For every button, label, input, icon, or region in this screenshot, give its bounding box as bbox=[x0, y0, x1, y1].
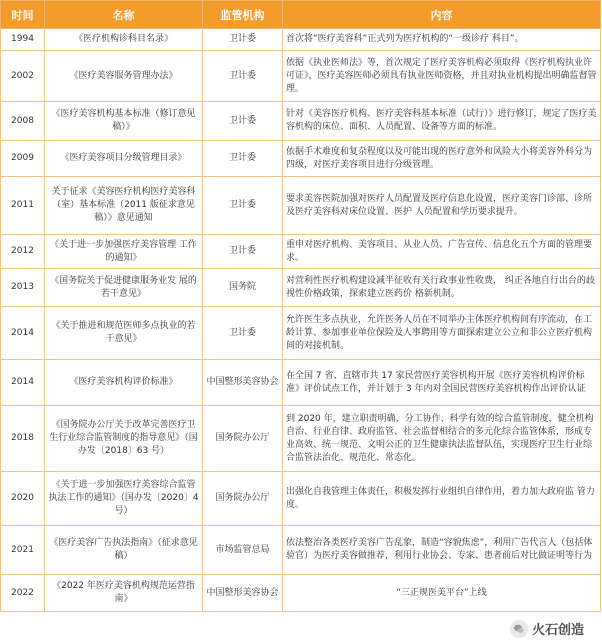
cell-content: “三正规医美平台”上线 bbox=[283, 575, 601, 612]
table-row bbox=[1, 235, 601, 269]
cell-agency: 中国整形美容协会 bbox=[203, 360, 283, 406]
cell-content: 首次将“医疗美容科”正式列为医疗机构的“一级诊疗 科目”。 bbox=[283, 29, 601, 51]
cell-agency: 卫计委 bbox=[203, 102, 283, 141]
cell-year: 2009 bbox=[1, 141, 45, 177]
cell-content: 对营利性医疗机构建设减半征收有关行政事业性收费， 纠正各地自行出台的歧视性价格政策，探索建立医药价 格新机制。 bbox=[283, 269, 601, 307]
cell-name: 《医疗美容广告执法指南》（征求意见稿） bbox=[45, 526, 203, 575]
table-row bbox=[1, 472, 601, 526]
cell-agency: 国务院办公厅 bbox=[203, 406, 283, 472]
cell-name: 《医疗机构诊科目名录》 bbox=[45, 29, 203, 51]
cell-name: 《关于推进和规范医师多点执业的若干意见》 bbox=[45, 307, 203, 360]
cell-name: 《关于进一步加强医疗美容管理 工作的通知》 bbox=[45, 235, 203, 269]
header-year: 时间 bbox=[1, 1, 45, 29]
cell-content: 允许医生多点执业，允许医务人员在不同举办主体医疗机构间有序流动，在工龄计算、参加事业单位保险及人事聘用等方面探索建立公立和非公立医疗机构间的对接机制。 bbox=[283, 307, 601, 360]
cell-content: 到 2020 年，建立职责明确、分工协作、科学有效的综合监管制度，健全机构自治、行业自律、政府监管、社会监督相结合的多元化综合监管体系，形成专业高效、统一规范、文明公正的卫生健康执法监督队伍，实现医疗卫生行业综合监管法治化、规范化、常态化。 bbox=[283, 406, 601, 472]
table-row bbox=[1, 177, 601, 235]
cell-name: 《医疗美容机构评价标准》 bbox=[45, 360, 203, 406]
cell-name: 《关于进一步加强医疗美容综合监管执法工作的通知》（国办发〔2020〕4 号） bbox=[45, 472, 203, 526]
cell-year: 2020 bbox=[1, 472, 45, 526]
cell-year: 2021 bbox=[1, 526, 45, 575]
cell-agency: 国务院 bbox=[203, 269, 283, 307]
cell-year: 2018 bbox=[1, 406, 45, 472]
cell-year: 2014 bbox=[1, 307, 45, 360]
table-row bbox=[1, 102, 601, 141]
header-agency: 监管机构 bbox=[203, 1, 283, 29]
cell-year: 2013 bbox=[1, 269, 45, 307]
cell-year: 2014 bbox=[1, 360, 45, 406]
watermark-text: 火石创造 bbox=[531, 623, 584, 638]
cell-year: 2002 bbox=[1, 51, 45, 102]
cell-content: 针对《美容医疗机构、医疗美容科基本标准（试行）》进行修订，规定了医疗美容机构的床位、面积、人员配置、设备等方面的标准。 bbox=[283, 102, 601, 141]
cell-content: 重申对医疗机构、美容项目、从业人员、广告宣传、信息化五个方面的管理要求。 bbox=[283, 235, 601, 269]
cell-content: 出强化自我管理主体责任，积极发挥行业组织自律作用，着力加大政府监 管力度。 bbox=[283, 472, 601, 526]
cell-name: 《医疗美容服务管理办法》 bbox=[45, 51, 203, 102]
table-row bbox=[1, 575, 601, 612]
cell-name: 《国务院关于促进健康服务业发 展的若干意见》 bbox=[45, 269, 203, 307]
header-content: 内容 bbox=[283, 1, 601, 29]
table-row bbox=[1, 526, 601, 575]
cell-year: 2011 bbox=[1, 177, 45, 235]
cell-name: 《医疗美容项目分级管理目录》 bbox=[45, 141, 203, 177]
cell-agency: 市场监管总局 bbox=[203, 526, 283, 575]
wechat-icon bbox=[510, 620, 528, 638]
table-row bbox=[1, 29, 601, 51]
table-row bbox=[1, 307, 601, 360]
cell-year: 1994 bbox=[1, 29, 45, 51]
cell-name: 关于征求《美容医疗机构医疗美容科（室）基本标准（2011 版征求意见稿）》意见通知 bbox=[45, 177, 203, 235]
table-row bbox=[1, 360, 601, 406]
cell-agency: 卫计委 bbox=[203, 141, 283, 177]
cell-agency: 国务院办公厅 bbox=[203, 472, 283, 526]
table-row bbox=[1, 141, 601, 177]
cell-year: 2012 bbox=[1, 235, 45, 269]
cell-agency: 卫计委 bbox=[203, 29, 283, 51]
table-row bbox=[1, 51, 601, 102]
cell-content: 在全国 7 省、直辖市共 17 家民营医疗美容机构开展《医疗美容机构评价标准》评价试点工作，并计划于 3 年内对全国民营医疗美容机构作出评价认证 bbox=[283, 360, 601, 406]
cell-agency: 卫计委 bbox=[203, 51, 283, 102]
cell-content: 依法整治各类医疗美容广告乱象，制造“容貌焦虑”，利用广告代言人（包括体验官）为医疗美容做推荐，利用行业协会、专家、患者前后对比做证明等行为 bbox=[283, 526, 601, 575]
table-row bbox=[1, 406, 601, 472]
cell-agency: 中国整形美容协会 bbox=[203, 575, 283, 612]
cell-name: 《2022 年医疗美容机构规范运营指南》 bbox=[45, 575, 203, 612]
cell-content: 依据《执业医师法》等，首次规定了医疗美容机构必须取得《医疗机构执业许可证》，医疗美容医师必须具有执业医师资格，并且对执业机构提出明确监督管理。 bbox=[283, 51, 601, 102]
table-header-row bbox=[1, 1, 601, 29]
header-name: 名称 bbox=[45, 1, 203, 29]
cell-year: 2008 bbox=[1, 102, 45, 141]
cell-year: 2022 bbox=[1, 575, 45, 612]
table-row bbox=[1, 269, 601, 307]
cell-name: 《医疗美容机构基本标准（修订意见稿）》 bbox=[45, 102, 203, 141]
watermark bbox=[510, 619, 584, 638]
cell-agency: 卫计委 bbox=[203, 235, 283, 269]
cell-content: 依据手术难度和复杂程度以及可能出现的医疗意外和风险大小将美容外科分为四级，对医疗美容项目进行分级管理。 bbox=[283, 141, 601, 177]
cell-name: 《国务院办公厅关于改革完善医疗卫生行业综合监管制度的指导意见》（国办发〔2018〕63 号） bbox=[45, 406, 203, 472]
cell-agency: 卫计委 bbox=[203, 307, 283, 360]
cell-content: 要求美容医院加强对医疗人员配置及医疗信息化设置，医疗美容门诊部、诊所及医疗美容科对床位设置、医护 人员配置和学历要求提升。 bbox=[283, 177, 601, 235]
cell-agency: 卫计委 bbox=[203, 177, 283, 235]
